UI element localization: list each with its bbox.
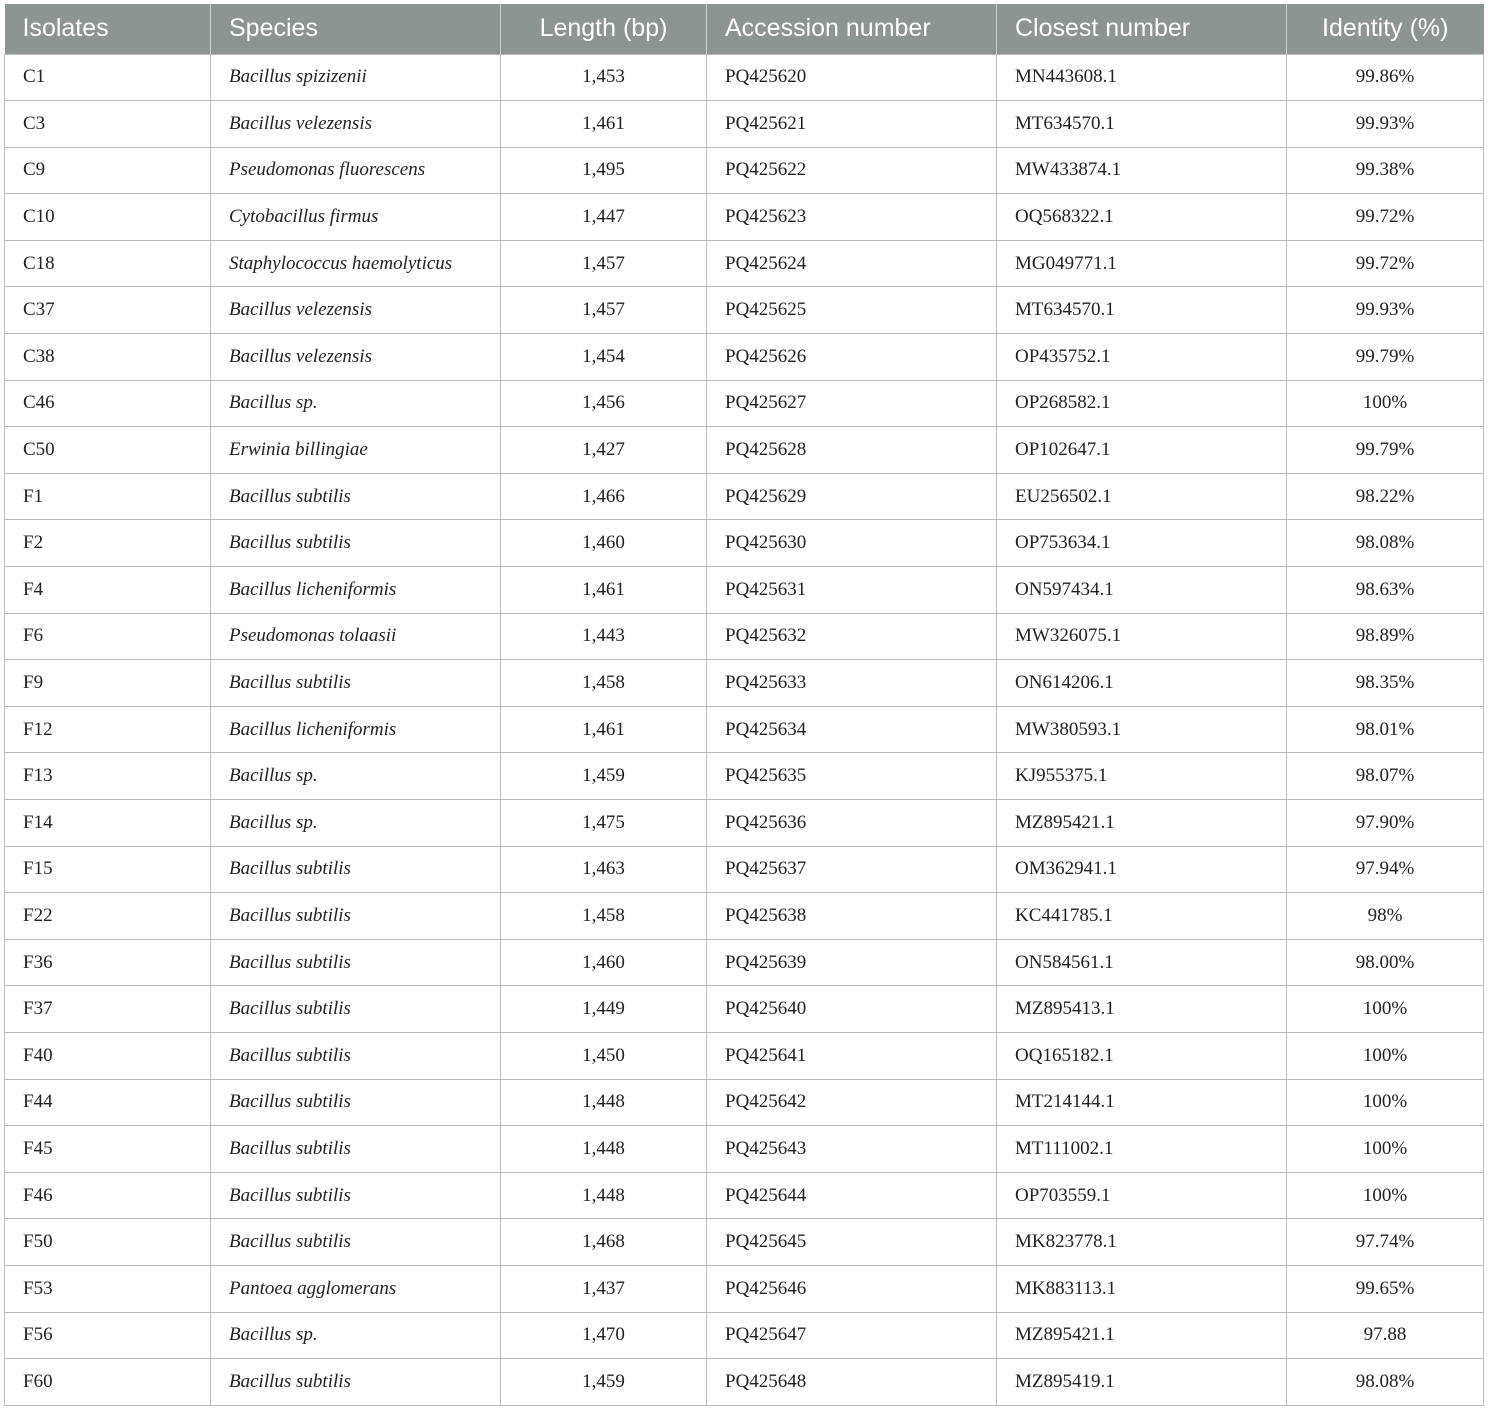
cell-accession-number: PQ425642 xyxy=(707,1079,997,1126)
table-row xyxy=(5,1079,1484,1126)
cell-closest-number: MZ895419.1 xyxy=(997,1359,1287,1406)
cell-closest-number: MZ895413.1 xyxy=(997,986,1287,1033)
cell-accession-number: PQ425624 xyxy=(707,240,997,287)
cell-length: 1,461 xyxy=(501,706,707,753)
cell-identity: 99.86% xyxy=(1287,54,1484,101)
cell-species: Bacillus licheniformis xyxy=(211,706,501,753)
cell-species: Bacillus sp. xyxy=(211,753,501,800)
header-closest-number: Closest number xyxy=(997,4,1287,54)
cell-closest-number: KC441785.1 xyxy=(997,893,1287,940)
cell-identity: 99.93% xyxy=(1287,101,1484,148)
cell-closest-number: MK883113.1 xyxy=(997,1265,1287,1312)
cell-isolate: F4 xyxy=(5,567,211,614)
cell-accession-number: PQ425641 xyxy=(707,1032,997,1079)
cell-length: 1,449 xyxy=(501,986,707,1033)
cell-isolate: F37 xyxy=(5,986,211,1033)
cell-species: Bacillus subtilis xyxy=(211,473,501,520)
cell-identity: 99.72% xyxy=(1287,194,1484,241)
cell-isolate: F22 xyxy=(5,893,211,940)
table-body xyxy=(5,54,1484,1405)
cell-length: 1,453 xyxy=(501,54,707,101)
cell-accession-number: PQ425628 xyxy=(707,427,997,474)
table-row xyxy=(5,1359,1484,1406)
cell-accession-number: PQ425633 xyxy=(707,660,997,707)
cell-isolate: C18 xyxy=(5,240,211,287)
cell-length: 1,461 xyxy=(501,101,707,148)
cell-species: Bacillus spizizenii xyxy=(211,54,501,101)
cell-species: Bacillus subtilis xyxy=(211,893,501,940)
cell-isolate: C10 xyxy=(5,194,211,241)
cell-accession-number: PQ425629 xyxy=(707,473,997,520)
cell-species: Bacillus subtilis xyxy=(211,1172,501,1219)
cell-length: 1,463 xyxy=(501,846,707,893)
cell-length: 1,460 xyxy=(501,520,707,567)
cell-closest-number: MT111002.1 xyxy=(997,1126,1287,1173)
cell-species: Bacillus subtilis xyxy=(211,1359,501,1406)
cell-length: 1,461 xyxy=(501,567,707,614)
cell-accession-number: PQ425637 xyxy=(707,846,997,893)
cell-closest-number: MK823778.1 xyxy=(997,1219,1287,1266)
cell-species: Bacillus subtilis xyxy=(211,846,501,893)
cell-length: 1,457 xyxy=(501,240,707,287)
table-row xyxy=(5,380,1484,427)
cell-accession-number: PQ425627 xyxy=(707,380,997,427)
cell-accession-number: PQ425645 xyxy=(707,1219,997,1266)
cell-accession-number: PQ425639 xyxy=(707,939,997,986)
table-header xyxy=(5,4,1484,54)
cell-identity: 98.08% xyxy=(1287,1359,1484,1406)
cell-species: Bacillus licheniformis xyxy=(211,567,501,614)
cell-isolate: F14 xyxy=(5,800,211,847)
cell-closest-number: ON597434.1 xyxy=(997,567,1287,614)
cell-closest-number: OP268582.1 xyxy=(997,380,1287,427)
cell-isolate: F36 xyxy=(5,939,211,986)
cell-accession-number: PQ425626 xyxy=(707,334,997,381)
header-length: Length (bp) xyxy=(501,4,707,54)
table-row xyxy=(5,1126,1484,1173)
cell-species: Bacillus velezensis xyxy=(211,287,501,334)
cell-isolate: F12 xyxy=(5,706,211,753)
cell-identity: 98.00% xyxy=(1287,939,1484,986)
cell-closest-number: MT214144.1 xyxy=(997,1079,1287,1126)
cell-isolate: F15 xyxy=(5,846,211,893)
cell-accession-number: PQ425623 xyxy=(707,194,997,241)
cell-isolate: F2 xyxy=(5,520,211,567)
cell-identity: 99.93% xyxy=(1287,287,1484,334)
cell-closest-number: KJ955375.1 xyxy=(997,753,1287,800)
table-row xyxy=(5,1032,1484,1079)
cell-closest-number: OP102647.1 xyxy=(997,427,1287,474)
cell-accession-number: PQ425620 xyxy=(707,54,997,101)
table-row xyxy=(5,800,1484,847)
cell-length: 1,459 xyxy=(501,1359,707,1406)
cell-identity: 98.01% xyxy=(1287,706,1484,753)
isolates-table xyxy=(4,4,1484,1406)
cell-length: 1,450 xyxy=(501,1032,707,1079)
cell-length: 1,470 xyxy=(501,1312,707,1359)
header-row xyxy=(5,4,1484,54)
cell-closest-number: OP435752.1 xyxy=(997,334,1287,381)
cell-accession-number: PQ425634 xyxy=(707,706,997,753)
cell-isolate: F13 xyxy=(5,753,211,800)
cell-length: 1,448 xyxy=(501,1126,707,1173)
cell-species: Bacillus subtilis xyxy=(211,986,501,1033)
cell-species: Bacillus subtilis xyxy=(211,1126,501,1173)
table-row xyxy=(5,1312,1484,1359)
cell-closest-number: MT634570.1 xyxy=(997,287,1287,334)
cell-species: Staphylococcus haemolyticus xyxy=(211,240,501,287)
table-row xyxy=(5,147,1484,194)
header-identity: Identity (%) xyxy=(1287,4,1484,54)
cell-isolate: F46 xyxy=(5,1172,211,1219)
cell-identity: 99.79% xyxy=(1287,427,1484,474)
table-row xyxy=(5,101,1484,148)
cell-length: 1,458 xyxy=(501,660,707,707)
cell-identity: 100% xyxy=(1287,380,1484,427)
table-row xyxy=(5,54,1484,101)
cell-isolate: C38 xyxy=(5,334,211,381)
cell-species: Bacillus subtilis xyxy=(211,1079,501,1126)
cell-species: Bacillus subtilis xyxy=(211,520,501,567)
cell-length: 1,447 xyxy=(501,194,707,241)
cell-length: 1,466 xyxy=(501,473,707,520)
cell-identity: 100% xyxy=(1287,1172,1484,1219)
cell-length: 1,456 xyxy=(501,380,707,427)
cell-species: Pantoea agglomerans xyxy=(211,1265,501,1312)
cell-isolate: F60 xyxy=(5,1359,211,1406)
cell-accession-number: PQ425644 xyxy=(707,1172,997,1219)
cell-isolate: C9 xyxy=(5,147,211,194)
table-row xyxy=(5,1172,1484,1219)
cell-species: Bacillus velezensis xyxy=(211,334,501,381)
cell-identity: 98.89% xyxy=(1287,613,1484,660)
cell-identity: 98.63% xyxy=(1287,567,1484,614)
cell-closest-number: MN443608.1 xyxy=(997,54,1287,101)
cell-closest-number: OQ165182.1 xyxy=(997,1032,1287,1079)
cell-accession-number: PQ425647 xyxy=(707,1312,997,1359)
cell-closest-number: ON614206.1 xyxy=(997,660,1287,707)
cell-species: Bacillus subtilis xyxy=(211,1032,501,1079)
table-row xyxy=(5,334,1484,381)
table-row xyxy=(5,1219,1484,1266)
cell-species: Bacillus velezensis xyxy=(211,101,501,148)
cell-length: 1,427 xyxy=(501,427,707,474)
cell-isolate: C37 xyxy=(5,287,211,334)
table-row xyxy=(5,287,1484,334)
header-accession-number: Accession number xyxy=(707,4,997,54)
cell-identity: 97.94% xyxy=(1287,846,1484,893)
cell-isolate: F40 xyxy=(5,1032,211,1079)
cell-identity: 98.08% xyxy=(1287,520,1484,567)
cell-isolate: F6 xyxy=(5,613,211,660)
isolates-table-container xyxy=(4,4,1483,1406)
cell-identity: 98.07% xyxy=(1287,753,1484,800)
cell-accession-number: PQ425625 xyxy=(707,287,997,334)
cell-isolate: C3 xyxy=(5,101,211,148)
cell-identity: 97.88 xyxy=(1287,1312,1484,1359)
cell-closest-number: OP703559.1 xyxy=(997,1172,1287,1219)
cell-length: 1,475 xyxy=(501,800,707,847)
table-row xyxy=(5,939,1484,986)
cell-accession-number: PQ425621 xyxy=(707,101,997,148)
cell-isolate: F45 xyxy=(5,1126,211,1173)
cell-isolate: F9 xyxy=(5,660,211,707)
cell-closest-number: MZ895421.1 xyxy=(997,800,1287,847)
cell-isolate: F1 xyxy=(5,473,211,520)
cell-species: Erwinia billingiae xyxy=(211,427,501,474)
cell-accession-number: PQ425643 xyxy=(707,1126,997,1173)
table-row xyxy=(5,753,1484,800)
cell-isolate: C50 xyxy=(5,427,211,474)
cell-closest-number: MW326075.1 xyxy=(997,613,1287,660)
cell-identity: 100% xyxy=(1287,1079,1484,1126)
header-isolates: Isolates xyxy=(5,4,211,54)
cell-isolate: F53 xyxy=(5,1265,211,1312)
cell-accession-number: PQ425632 xyxy=(707,613,997,660)
table-row xyxy=(5,520,1484,567)
cell-species: Bacillus subtilis xyxy=(211,660,501,707)
table-row xyxy=(5,893,1484,940)
cell-closest-number: ON584561.1 xyxy=(997,939,1287,986)
cell-species: Bacillus subtilis xyxy=(211,939,501,986)
cell-species: Cytobacillus firmus xyxy=(211,194,501,241)
cell-isolate: F50 xyxy=(5,1219,211,1266)
cell-accession-number: PQ425640 xyxy=(707,986,997,1033)
table-row xyxy=(5,846,1484,893)
cell-species: Bacillus sp. xyxy=(211,800,501,847)
cell-length: 1,437 xyxy=(501,1265,707,1312)
cell-closest-number: MZ895421.1 xyxy=(997,1312,1287,1359)
cell-accession-number: PQ425635 xyxy=(707,753,997,800)
cell-identity: 97.90% xyxy=(1287,800,1484,847)
cell-identity: 98% xyxy=(1287,893,1484,940)
cell-species: Bacillus sp. xyxy=(211,1312,501,1359)
cell-identity: 99.65% xyxy=(1287,1265,1484,1312)
cell-length: 1,468 xyxy=(501,1219,707,1266)
cell-isolate: F56 xyxy=(5,1312,211,1359)
table-row xyxy=(5,473,1484,520)
cell-closest-number: MW380593.1 xyxy=(997,706,1287,753)
table-row xyxy=(5,567,1484,614)
cell-isolate: F44 xyxy=(5,1079,211,1126)
cell-length: 1,458 xyxy=(501,893,707,940)
table-row xyxy=(5,240,1484,287)
cell-accession-number: PQ425646 xyxy=(707,1265,997,1312)
cell-species: Pseudomonas tolaasii xyxy=(211,613,501,660)
cell-accession-number: PQ425636 xyxy=(707,800,997,847)
table-row xyxy=(5,660,1484,707)
cell-length: 1,454 xyxy=(501,334,707,381)
cell-closest-number: MG049771.1 xyxy=(997,240,1287,287)
cell-length: 1,448 xyxy=(501,1079,707,1126)
table-row xyxy=(5,1265,1484,1312)
cell-closest-number: OQ568322.1 xyxy=(997,194,1287,241)
cell-closest-number: OM362941.1 xyxy=(997,846,1287,893)
cell-species: Pseudomonas fluorescens xyxy=(211,147,501,194)
cell-identity: 97.74% xyxy=(1287,1219,1484,1266)
cell-isolate: C1 xyxy=(5,54,211,101)
table-row xyxy=(5,706,1484,753)
cell-identity: 98.22% xyxy=(1287,473,1484,520)
table-row xyxy=(5,986,1484,1033)
cell-species: Bacillus sp. xyxy=(211,380,501,427)
cell-accession-number: PQ425622 xyxy=(707,147,997,194)
cell-accession-number: PQ425638 xyxy=(707,893,997,940)
cell-length: 1,457 xyxy=(501,287,707,334)
cell-length: 1,443 xyxy=(501,613,707,660)
table-row xyxy=(5,427,1484,474)
cell-length: 1,460 xyxy=(501,939,707,986)
cell-closest-number: EU256502.1 xyxy=(997,473,1287,520)
cell-identity: 100% xyxy=(1287,1126,1484,1173)
cell-isolate: C46 xyxy=(5,380,211,427)
cell-closest-number: OP753634.1 xyxy=(997,520,1287,567)
header-species: Species xyxy=(211,4,501,54)
table-row xyxy=(5,194,1484,241)
cell-accession-number: PQ425648 xyxy=(707,1359,997,1406)
cell-identity: 99.79% xyxy=(1287,334,1484,381)
cell-length: 1,495 xyxy=(501,147,707,194)
cell-length: 1,459 xyxy=(501,753,707,800)
cell-identity: 99.72% xyxy=(1287,240,1484,287)
cell-identity: 100% xyxy=(1287,986,1484,1033)
cell-species: Bacillus subtilis xyxy=(211,1219,501,1266)
cell-identity: 100% xyxy=(1287,1032,1484,1079)
cell-identity: 98.35% xyxy=(1287,660,1484,707)
cell-accession-number: PQ425631 xyxy=(707,567,997,614)
cell-closest-number: MW433874.1 xyxy=(997,147,1287,194)
cell-identity: 99.38% xyxy=(1287,147,1484,194)
cell-closest-number: MT634570.1 xyxy=(997,101,1287,148)
table-row xyxy=(5,613,1484,660)
cell-accession-number: PQ425630 xyxy=(707,520,997,567)
cell-length: 1,448 xyxy=(501,1172,707,1219)
